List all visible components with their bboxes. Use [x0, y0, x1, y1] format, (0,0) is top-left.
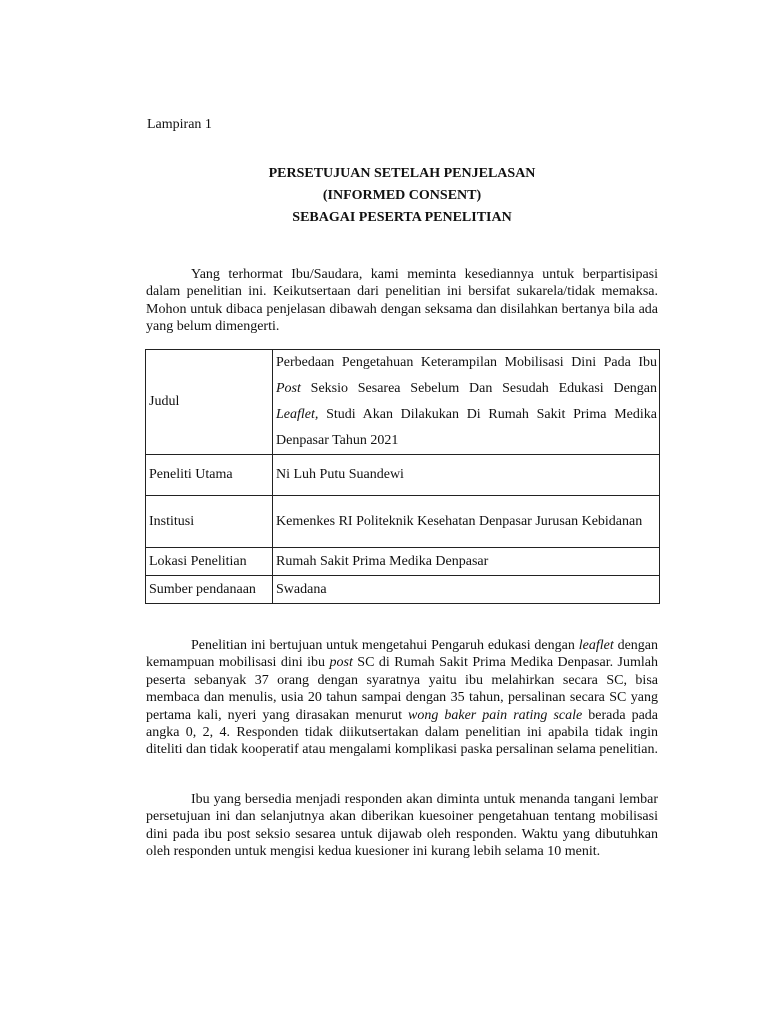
location-value: Rumah Sakit Prima Medika Denpasar — [273, 548, 660, 576]
purpose-paragraph — [146, 637, 658, 759]
table-row-funding — [146, 576, 660, 604]
institution-value: Kemenkes RI Politeknik Kesehatan Denpasar Jurusan Kebidanan — [273, 496, 660, 548]
title-text-part-1: Perbedaan Pengetahuan Keterampilan Mobilisasi Dini Pada Ibu — [276, 355, 657, 370]
location-label: Lokasi Penelitian — [146, 548, 273, 576]
table-row-location — [146, 548, 660, 576]
institution-label: Institusi — [146, 496, 273, 548]
purpose-text-part-3: SC di Rumah Sakit Prima Medika Denpasar. Jumlah peserta sebanyak 37 orang dengan syaratnya yaitu ibu melahirkan secara SC, bisa membaca dan menulis, usia 20 tahun sampai dengan 35 tahun, persalinan secara SC yang pertama kali, nyeri yang dirasakan menurut — [146, 655, 658, 723]
purpose-text-italic-1: leaflet — [578, 638, 614, 653]
document-title-block — [146, 163, 658, 229]
title-text-italic-1: Post — [276, 381, 301, 396]
title-text-italic-2: Leaflet, — [276, 407, 319, 422]
respondent-paragraph: Ibu yang bersedia menjadi responden akan diminta untuk menanda tangani lembar persetujuan ini dan selanjutnya akan diberikan kuesoiner pengetahuan tentang mobilisasi dini pada ibu post seksio sesarea untuk dijawab oleh responden. Waktu yang dibutuhkan oleh responden untuk mengisi kedua kuesioner ini kurang lebih selama 10 menit. — [146, 792, 658, 860]
title-line-3: SEBAGAI PESERTA PENELITIAN — [292, 210, 512, 225]
title-text-part-2: Seksio Sesarea Sebelum Dan Sesudah Edukasi Dengan — [300, 381, 657, 396]
purpose-text-italic-2: post — [329, 655, 353, 671]
table-row-researcher — [146, 455, 660, 496]
title-value — [273, 350, 660, 455]
funding-label: Sumber pendanaan — [146, 576, 273, 604]
research-info-table — [145, 349, 660, 604]
purpose-text-part-2: dengan kemampuan mobilisasi dini ibu — [146, 638, 658, 671]
title-line-2: (INFORMED CONSENT) — [322, 188, 482, 203]
purpose-text-italic-3: wong baker pain rating scale — [408, 707, 583, 723]
table-row-institution — [146, 496, 660, 548]
attachment-label: Lampiran 1 — [147, 117, 212, 132]
purpose-text-part-4: berada pada angka 0, 2, 4. Responden tidak diikutsertakan dalam penelitian ini apabila tidak ingin diteliti dan tidak kooperatif atau mengalami komplikasi paska persalinan selama penelitian. — [146, 707, 659, 758]
purpose-text-part-1: Penelitian ini bertujuan untuk mengetahui Pengaruh edukasi dengan — [191, 638, 579, 653]
researcher-label: Peneliti Utama — [146, 455, 273, 496]
researcher-value: Ni Luh Putu Suandewi — [273, 455, 660, 496]
intro-paragraph: Yang terhormat Ibu/Saudara, kami meminta kesediannya untuk berpartisipasi dalam penelitian ini. Keikutsertaan dari penelitian ini bersifat sukarela/tidak memaksa. Mohon untuk dibaca penjelasan dibawah dengan seksama dan disilahkan bertanya bila ada yang belum dimengerti. — [146, 267, 658, 335]
funding-value: Swadana — [273, 576, 660, 604]
title-text-part-3: Studi Akan Dilakukan Di Rumah Sakit Prima Medika Denpasar Tahun 2021 — [276, 407, 657, 448]
title-label: Judul — [146, 350, 273, 455]
table-row-title — [146, 350, 660, 455]
title-line-1: PERSETUJUAN SETELAH PENJELASAN — [268, 166, 536, 181]
